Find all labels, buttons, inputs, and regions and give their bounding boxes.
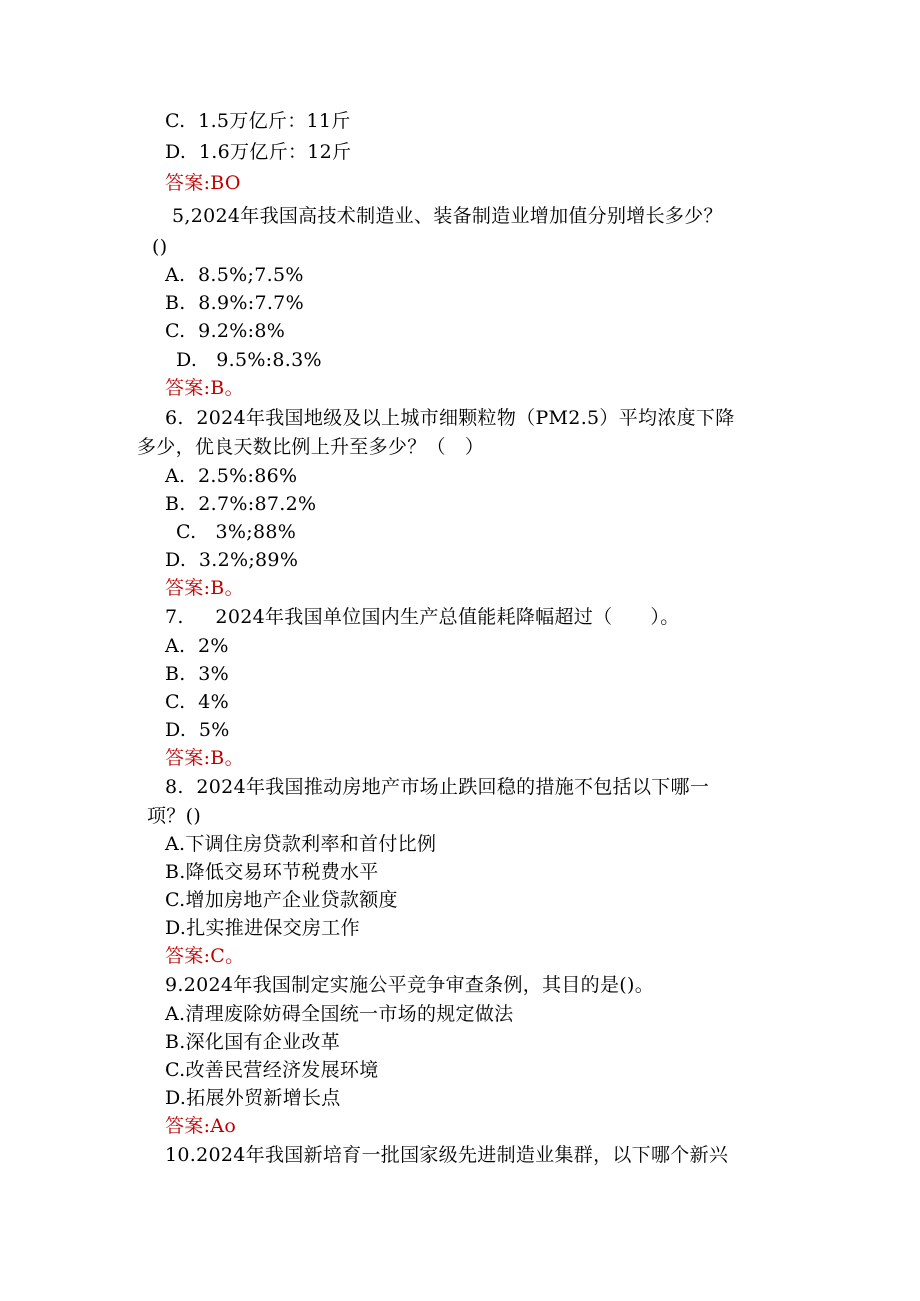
option-line: C.改善民营经济发展环境	[165, 1059, 379, 1081]
question-line: ()	[152, 236, 168, 258]
question-line: 9.2024年我国制定实施公平竞争审查条例，其目的是()。	[165, 974, 655, 996]
option-line: D. 5%	[165, 719, 230, 741]
option-line: A. 2%	[165, 635, 229, 657]
answer-line: 答案:Ao	[165, 1115, 237, 1137]
option-line: B. 2.7%:87.2%	[165, 493, 317, 515]
option-line: A.下调住房贷款利率和首付比例	[165, 833, 437, 855]
question-line: 10.2024年我国新培育一批国家级先进制造业集群，以下哪个新兴	[165, 1144, 729, 1166]
option-line: B.深化国有企业改革	[165, 1031, 341, 1053]
question-line: 5,2024年我国高技术制造业、装备制造业增加值分别增长多少？	[172, 205, 723, 227]
option-line: B.降低交易环节税费水平	[165, 861, 379, 883]
option-line: A. 2.5%:86%	[165, 465, 298, 487]
option-line: B. 8.9%:7.7%	[165, 292, 304, 314]
option-line: D. 9.5%:8.3%	[176, 349, 322, 371]
option-line: D. 3.2%;89%	[165, 549, 299, 571]
option-line: C. 1.5万亿斤：11斤	[165, 110, 351, 132]
question-line: 多少，优良天数比例上升至多少？（ ）	[137, 436, 485, 458]
option-line: C.增加房地产企业贷款额度	[165, 889, 398, 911]
answer-line: 答案:C。	[165, 945, 245, 967]
option-line: A. 8.5%;7.5%	[165, 264, 304, 286]
option-line: D.扎实推进保交房工作	[165, 917, 360, 939]
option-line: B. 3%	[165, 663, 230, 685]
question-line: 7. 2024年我国单位国内生产总值能耗降幅超过（ ）。	[165, 606, 680, 628]
question-line: 6. 2024年我国地级及以上城市细颗粒物（PM2.5）平均浓度下降	[165, 407, 735, 429]
option-line: D. 1.6万亿斤：12斤	[165, 141, 352, 163]
answer-line: 答案:B。	[165, 577, 244, 599]
option-line: C. 3%;88%	[176, 521, 297, 543]
question-line: 8. 2024年我国推动房地产市场止跌回稳的措施不包括以下哪一	[165, 776, 710, 798]
answer-line: 答案:BO	[165, 172, 241, 194]
answer-line: 答案:B。	[165, 747, 244, 769]
answer-line: 答案:B。	[165, 377, 244, 399]
option-line: D.拓展外贸新增长点	[165, 1087, 341, 1109]
option-line: C. 9.2%:8%	[165, 320, 286, 342]
option-line: A.清理废除妨碍全国统一市场的规定做法	[165, 1003, 514, 1025]
question-line: 项？()	[147, 805, 202, 827]
option-line: C. 4%	[165, 691, 229, 713]
